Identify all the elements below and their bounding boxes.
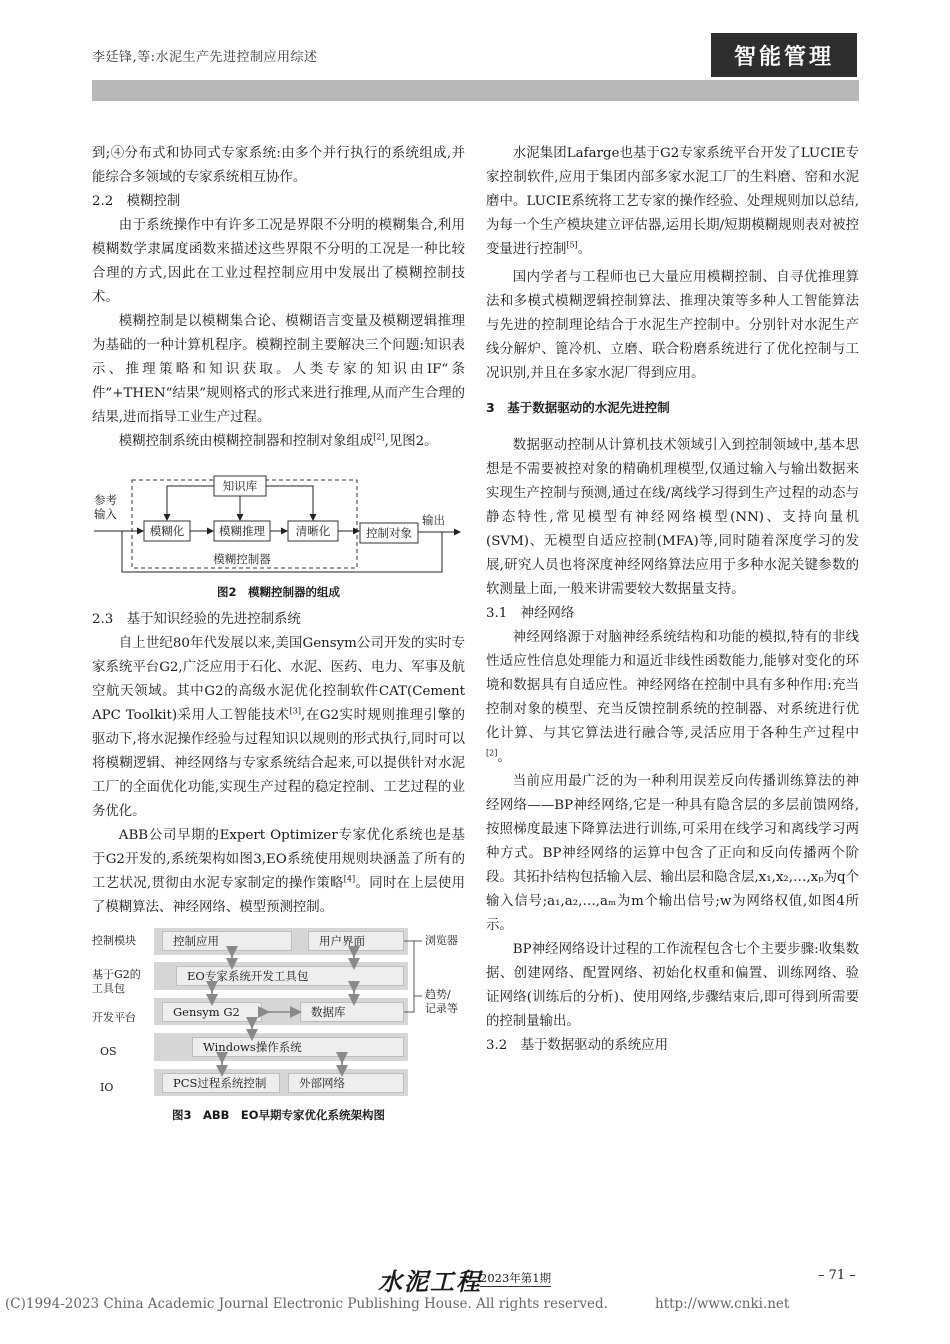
fuzzify-label: 模糊化: [149, 524, 185, 538]
inference-label: 模糊推理: [219, 524, 265, 538]
paragraph: 自上世纪80年代发展以来,美国Gensym公司开发的实时专家系统平台G2,广泛应用于石化、水泥、医药、电力、军事及航空航天领域。其中G2的高级水泥优化控制软件CAT(Cement APC Toolkit)采用人工智能技术[3],在G2实时规则推理引擎的驱动下,将水泥操作经验与过程知识以规则的形式执行,同时可以将模糊逻辑、神经网络与专家系统结合起来,可以提供针对水泥工厂的全面优化功能,实现生产过程的稳定控制、工艺过程的业务优化。: [92, 636, 465, 819]
plant-label: 控制对象: [366, 526, 412, 540]
paragraph: 模糊控制是以模糊集合论、模糊语言变量及模糊逻辑推理为基础的一种计算机程序。模糊控制主要解决三个问题:知识表示、推理策略和知识获取。人类专家的知识由IF“条件”+THEN“结果”规则格式的形式来进行推理,从而产生合理的结果,进而指导工业生产过程。: [92, 314, 465, 425]
eo-toolkit-box: EO专家系统开发工具包: [176, 966, 404, 986]
ref-input-label: 参考: [94, 493, 117, 507]
right-label: 趋势/: [425, 988, 451, 1001]
paragraph: 当前应用最广泛的为一种利用误差反向传播训练算法的神经网络——BP神经网络,它是一种具有隐含层的多层前馈网络,按照梯度最速下降算法进行训练,可采用在线学习和离线学习两种方式。BP神经网络的运算中包含了正向和反向传播两个阶段。其拓扑结构包括输入层、输出层和隐含层,x₁,x₂,…,xₚ为q个输入信号;a₁,a₂,…,aₘ为m个输出信号;w为网络权值,如图4所示。: [486, 774, 859, 933]
row-label: 控制模块: [92, 934, 136, 947]
journal-logo: 水泥工程: [378, 1267, 482, 1296]
running-title: 李廷锋,等:水泥生产先进控制应用综述: [92, 50, 318, 65]
figure-3-caption: 图3 ABB EO早期专家优化系统架构图: [171, 1108, 386, 1122]
ref-input-label: 输入: [94, 507, 117, 521]
paragraph: BP神经网络设计过程的工作流程包含七个主要步骤:收集数据、创建网络、配置网络、初始化权重和偏置、训练网络、验证网络(训练后的分析)、使用网络,步骤结束后,即可得到所需要的控制量输出。: [486, 942, 859, 1029]
citation: [3]: [289, 706, 301, 716]
output-label: 输出: [422, 513, 445, 527]
section-heading-3-2: 3.2 基于数据驱动的系统应用: [486, 1038, 668, 1053]
citation: [2]: [486, 748, 498, 758]
paragraph: 国内学者与工程师也已大量应用模糊控制、自寻优推理算法和多模式模糊逻辑控制算法、推理决策等多种人工智能算法与先进的控制理论结合于水泥生产控制中。分别针对水泥生产线分解炉、篦冷机、立磨、联合粉磨系统进行了优化控制与工况识别,并且在多家水泥厂得到应用。: [486, 270, 859, 381]
paragraph: 到;④分布式和协同式专家系统:由多个并行执行的系统组成,并能综合多领域的专家系统相互协作。: [92, 146, 465, 185]
section-heading-3-1: 3.1 神经网络: [486, 606, 575, 621]
paragraph: ABB公司早期的Expert Optimizer专家优化系统也是基于G2开发的,系统架构如图3,EO系统使用规则块涵盖了所有的工艺状况,贯彻由水泥专家制定的操作策略[4]。同时在上层使用了模糊算法、神经网络、模型预测控制。: [92, 828, 466, 915]
database-box: 数据库: [300, 1002, 404, 1022]
paragraph: 模糊控制系统由模糊控制器和控制对象组成[2],见图2。: [118, 432, 438, 449]
figure-3: [92, 926, 465, 1124]
paragraph: 水泥集团Lafarge也基于G2专家系统平台开发了LUCIE专家控制软件,应用于集团内部多家水泥工厂的生料磨、窑和水泥磨中。LUCIE系统将工艺专家的操作经验、处理规则加以总结,为每一个生产模块建立评估器,运用长期/短期模糊规则表对被控变量进行控制[5]。: [486, 146, 859, 257]
figure-3-connectors: [92, 926, 465, 1101]
section-heading-2-2: 2.2 模糊控制: [92, 194, 181, 209]
external-network-box: 外部网络: [288, 1073, 404, 1093]
citation: [5]: [566, 240, 578, 250]
controller-label: 模糊控制器: [213, 552, 271, 566]
section-heading-2-3: 2.3 基于知识经验的先进控制系统: [92, 612, 301, 627]
defuzzify-label: 清晰化: [295, 524, 331, 538]
figure-2-caption: 图2 模糊控制器的组成: [216, 585, 340, 599]
left-column: [92, 142, 465, 1124]
paragraph: 由于系统操作中有许多工况是界限不分明的模糊集合,利用模糊数学隶属度函数来描述这些界限不分明的工况是一种比较合理的方式,因此在工业过程控制应用中发展出了模糊控制技术。: [92, 218, 465, 305]
section-heading-3: 3 基于数据驱动的水泥先进控制: [486, 400, 670, 415]
row-label: 工具包: [92, 982, 125, 995]
row-label: 开发平台: [92, 1011, 136, 1024]
right-label: 记录等: [425, 1002, 458, 1015]
right-column: [486, 142, 859, 1058]
knowledge-base-label: 知识库: [222, 479, 258, 493]
row-label: 基于G2的: [92, 968, 141, 981]
citation: [4]: [343, 874, 356, 884]
row-label: OS: [100, 1045, 117, 1058]
row-label: IO: [100, 1081, 114, 1094]
paragraph: 神经网络源于对脑神经系统结构和功能的模拟,特有的非线性适应性信息处理能力和逼近非线性函数能力,能够对变化的环境和数据具有自适应性。神经网络在控制中具有多种作用:充当控制对象的模型、充当反馈控制系统的控制器、对系统进行优化计算、与其它算法进行融合等,灵活应用于各种生产过程中[2]。: [486, 630, 859, 765]
page-number: – 71 –: [818, 1268, 856, 1283]
section-badge: 智能管理: [711, 33, 857, 77]
header-bar: [92, 80, 859, 101]
windows-box: Windows操作系统: [192, 1037, 404, 1057]
control-app-box: 控制应用: [162, 931, 292, 951]
citation: [2]: [373, 432, 385, 442]
copyright-notice: (C)1994-2023 China Academic Journal Electronic Publishing House. All rights reserved.: [5, 1296, 608, 1312]
paragraph: 数据驱动控制从计算机技术领域引入到控制领域中,基本思想是不需要被控对象的精确机理模型,仅通过输入与输出数据来实现生产控制与预测,通过在线/离线学习得到生产过程的动态与静态特性,常见模型有神经网络模型(NN)、支持向量机(SVM)、无模型自适应控制(MFA)等,同时随着深度学习的发展,研究人员也将深度神经网络算法应用于多种水泥关键参数的软测量上面,一般来讲需要较大数据量支持。: [486, 438, 859, 597]
user-interface-box: 用户界面: [308, 931, 404, 951]
cnki-link[interactable]: http://www.cnki.net: [655, 1296, 790, 1312]
fuzzy-controller-diagram: [92, 458, 465, 576]
pcs-box: PCS过程系统控制: [162, 1073, 280, 1093]
right-label: 浏览器: [425, 934, 458, 947]
figure-2: [92, 458, 465, 604]
issue-label: 2023年第1期: [480, 1271, 552, 1285]
gensym-g2-box: Gensym G2: [162, 1002, 262, 1022]
